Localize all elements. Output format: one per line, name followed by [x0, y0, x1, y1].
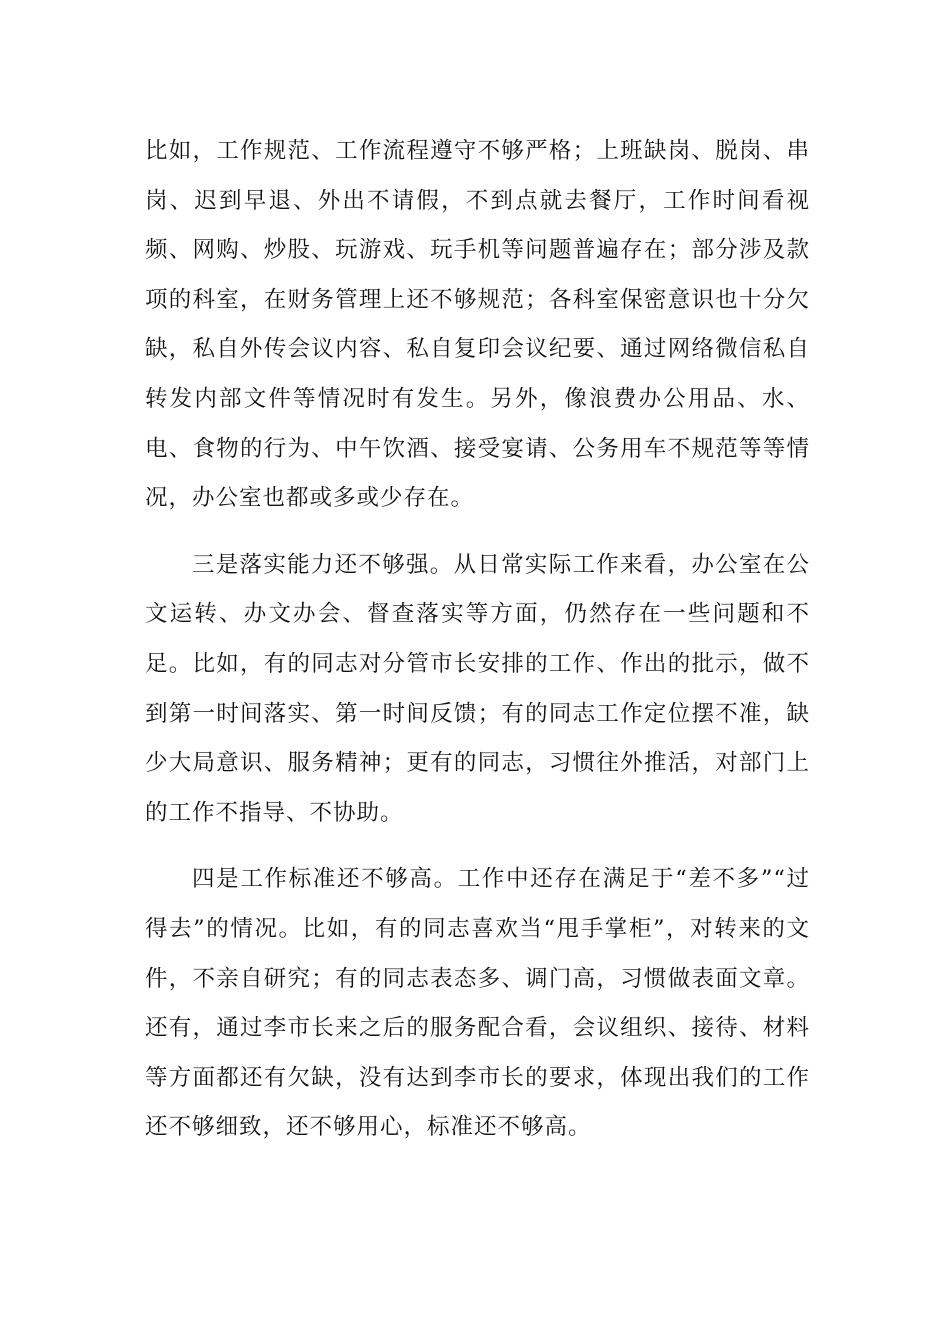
paragraph-continued-discipline-issues: 比如，工作规范、工作流程遵守不够严格；上班缺岗、脱岗、串岗、迟到早退、外出不请假，不到点就去餐厅，工作时间看视频、网购、炒股、玩游戏、玩手机等问题普遍存在；部分涉及款项的科室，在财务管理上还不够规范；各科室保密意识也十分欠缺，私自外传会议内容、私自复印会议纪要、通过网络微信私自转发内部文件等情况时有发生。另外，像浪费办公用品、水、电、食物的行为、中午饮酒、接受宴请、公务用车不规范等等情况，办公室也都或多或少存在。 — [145, 138, 810, 512]
paragraph-work-standards: 四是工作标准还不够高。工作中还存在满足于“差不多”“过得去”的情况。比如，有的同志喜欢当“甩手掌柜”，对转来的文件，不亲自研究；有的同志表态多、调门高，习惯做表面文章。还有，通过李市长来之后的服务配合看，会议组织、接待、材料等方面都还有欠缺，没有达到李市长的要求，体现出我们的工作还不够细致，还不够用心，标准还不够高。 — [145, 866, 810, 1141]
document-body — [145, 127, 810, 1153]
paragraph-implementation-capability: 三是落实能力还不够强。从日常实际工作来看，办公室在公文运转、办文办会、督查落实等方面，仍然存在一些问题和不足。比如，有的同志对分管市长安排的工作、作出的批示，做不到第一时间落实、第一时间反馈；有的同志工作定位摆不准，缺少大局意识、服务精神；更有的同志，习惯往外推活，对部门上的工作不指导、不协助。 — [145, 551, 810, 826]
